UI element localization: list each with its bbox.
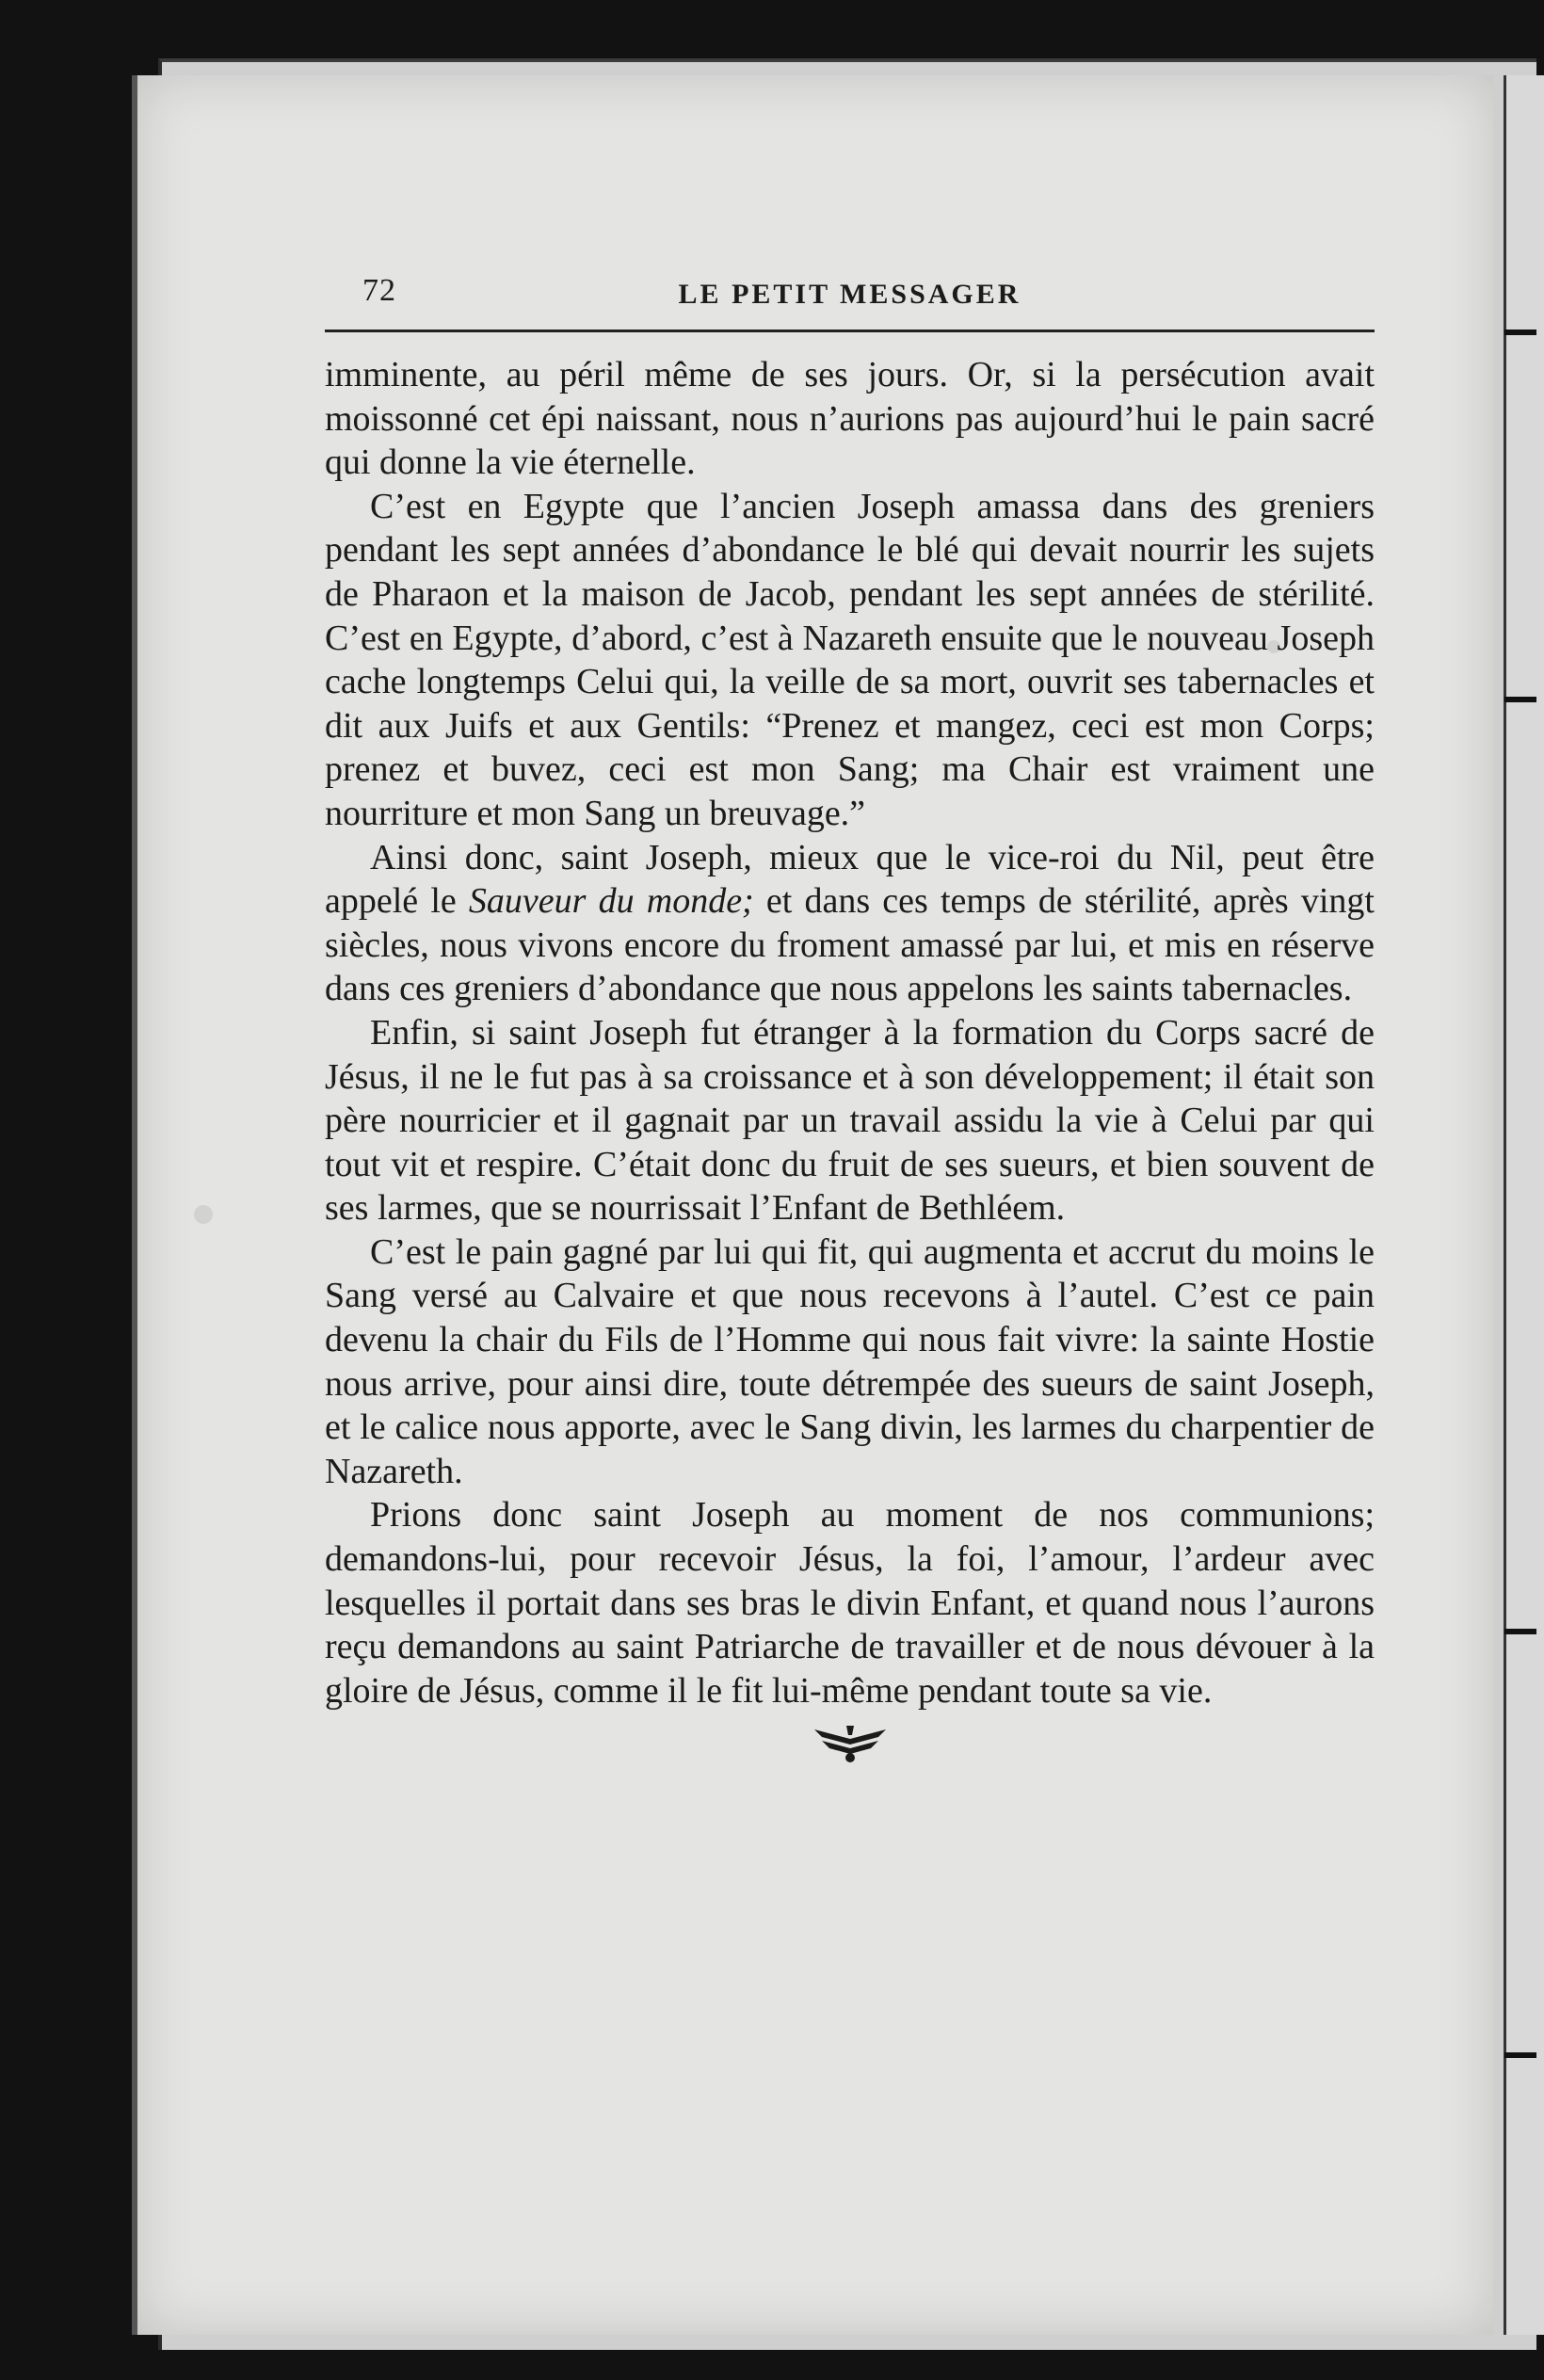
running-head <box>325 273 1375 332</box>
edge-mark <box>1504 330 1536 335</box>
paragraph: C’est en Egypte que l’ancien Joseph amassa dans des greniers pendant les sept années d’abondance le blé qui devait nourrir les sujets de Pharaon et la maison de Jacob, pendant les sept années de stérilité. C’est en Egypte, d’abord, c’est à Nazareth ensuite que le nouveau Joseph cache longtemps Celui qui, la veille de sa mort, ouvrit ses tabernacles et dit aux Juifs et aux Gentils: “Prenez et mangez, ceci est mon Corps; prenez et buvez, ceci est mon Sang; ma Chair est vraiment une nourriture et mon Sang un breuvage.” <box>325 486 1375 833</box>
paragraph-text: et dans ces temps de stérilité, après vingt siècles, nous vivons encore du froment amassé par lui, et mis en réserve dans ces greniers d’abondance que nous appelons les saints tabernacles. <box>325 881 1375 1009</box>
paragraph: imminente, au péril même de ses jours. Or, si la persécution avait moissonné cet épi naissant, nous n’aurions pas aujourd’hui le pain sacré qui donne la vie éternelle. <box>325 355 1375 483</box>
running-title: LE PETIT MESSAGER <box>678 279 1021 310</box>
paragraph: Enfin, si saint Joseph fut étranger à la formation du Corps sacré de Jésus, il ne le fut pas à sa croissance et à son développement; il était son père nourricier et il gagnait par un travail assidu la vie à Celui par qui tout vit et respire. C’était donc du fruit de ses sueurs, et bien souvent de ses larmes, que se nourrissait l’Enfant de Bethléem. <box>325 1012 1375 1229</box>
page-content <box>325 273 1375 1770</box>
edge-mark <box>1504 2052 1536 2058</box>
tailpiece-ornament-icon <box>812 1724 888 1765</box>
edge-mark <box>1504 1629 1536 1634</box>
edge-mark <box>1504 697 1536 702</box>
body-text <box>325 353 1375 1713</box>
tailpiece-ornament <box>325 1724 1375 1770</box>
paragraph: Prions donc saint Joseph au moment de nos communions; demandons-lui, pour recevoir Jésus, la foi, l’amour, l’ardeur avec lesquelles il portait dans ses bras le divin Enfant, et quand nous l’aurons reçu demandons au saint Patriarche de travailler et de nous dévouer à la gloire de Jésus, comme il le fit lui-même pendant toute sa vie. <box>325 1495 1375 1711</box>
italic-phrase: Sauveur du monde; <box>468 881 754 922</box>
page-blemish <box>194 1205 213 1224</box>
paragraph: C’est le pain gagné par lui qui fit, qui augmenta et accrut du moins le Sang versé au Calvaire et que nous recevons à l’autel. C’est ce pain devenu la chair du Fils de l’Homme qui nous fait vivre: la sainte Hostie nous arrive, pour ainsi dire, toute détrempée des sueurs de saint Joseph, et le calice nous apporte, avec le Sang divin, les larmes du charpentier de Nazareth. <box>325 1231 1375 1491</box>
paragraph-text: Ainsi donc, saint Joseph, mieux que le vice-roi du Nil, peut être appelé le <box>325 837 1375 922</box>
next-page-edge <box>1504 75 1544 2335</box>
page-number: 72 <box>362 273 396 308</box>
paragraph <box>325 836 1375 1011</box>
